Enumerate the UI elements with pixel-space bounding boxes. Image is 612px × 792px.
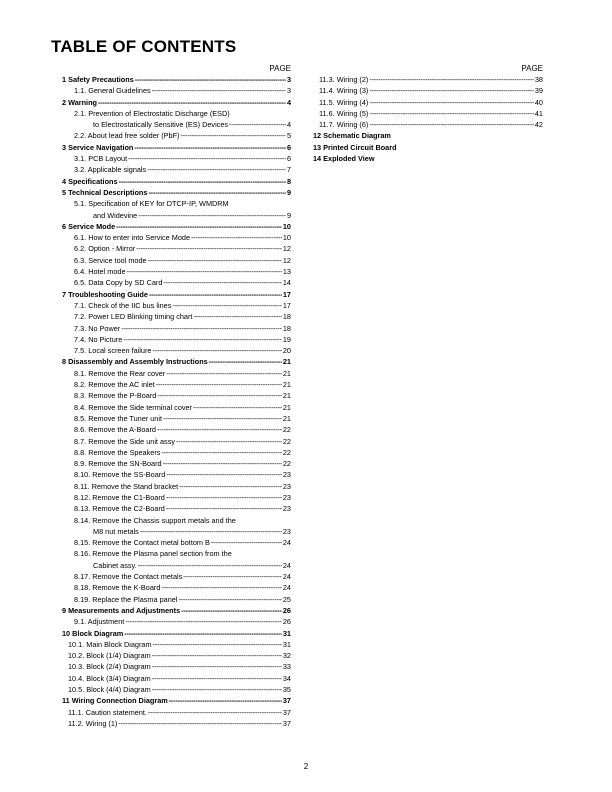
toc-leader-dots [191,232,282,243]
toc-entry[interactable] [60,243,291,254]
toc-leader-dots [135,74,286,85]
toc-entry[interactable] [60,300,291,311]
toc-entry-page: 21 [282,368,291,378]
toc-entry[interactable] [60,176,291,187]
toc-entry-label: 8.9. Remove the SN-Board [74,459,162,469]
toc-entry-label: 2.1. Prevention of Electrostatic Discharge (ESD) [74,108,230,118]
toc-entry-page: 31 [282,628,291,638]
toc-entry-page: 23 [282,526,291,536]
toc-leader-dots [152,85,286,96]
toc-leader-dots [116,221,282,232]
toc-entry-page: 23 [282,504,291,514]
toc-entry-label: M8 nut metals [93,526,139,536]
toc-entry-label: 9.1. Adjustment [74,617,125,627]
toc-entry[interactable] [60,526,291,537]
toc-list-right [311,74,543,164]
toc-entry-label: 3 Service Navigation [62,142,134,152]
page-column-header: PAGE [521,64,543,73]
toc-leader-dots [178,594,281,605]
toc-leader-dots [166,469,282,480]
toc-column-left [60,63,291,729]
toc-leader-dots [369,108,534,119]
toc-entry-page: 41 [534,108,543,118]
toc-entry[interactable] [311,119,543,130]
toc-leader-dots [147,164,286,175]
toc-entry-label: 11.5. Wiring (4) [319,97,369,107]
toc-entry-label: 1.1. General Guidelines [74,86,151,96]
toc-entry-label: 7 Troubleshooting Guide [62,289,148,299]
toc-leader-dots [125,616,282,627]
toc-entry[interactable] [60,153,291,164]
toc-entry[interactable] [60,548,291,559]
toc-entry-page: 7 [286,165,291,175]
toc-entry-page: 26 [282,617,291,627]
toc-entry-page: 31 [282,639,291,649]
toc-leader-dots [134,142,286,153]
toc-entry[interactable] [60,119,291,130]
toc-entry-page: 17 [282,300,291,310]
toc-entry[interactable] [60,650,291,661]
toc-entry-label: 10 Block Diagram [62,628,124,638]
toc-entry[interactable] [60,390,291,401]
toc-leader-dots [163,413,282,424]
toc-column-right [311,63,543,164]
toc-entry-page: 22 [282,459,291,469]
toc-leader-dots [176,436,282,447]
toc-leader-dots [181,605,282,616]
toc-entry-page: 33 [282,662,291,672]
toc-leader-dots [148,255,282,266]
toc-entry-page: 32 [282,651,291,661]
toc-entry[interactable] [60,334,291,345]
toc-entry[interactable] [60,97,291,108]
toc-entry[interactable] [60,379,291,390]
toc-entry-page: 3 [286,75,291,84]
toc-entry-label: 3.2. Applicable signals [74,165,147,175]
toc-leader-dots [98,97,286,108]
toc-entry-page: 37 [282,718,291,728]
toc-leader-dots [179,481,282,492]
toc-entry[interactable] [60,74,291,85]
toc-entry-label: 6 Service Mode [62,221,116,231]
toc-entry[interactable] [60,605,291,616]
toc-entry[interactable] [60,695,291,706]
toc-entry-label: 7.2. Power LED Blinking timing chart [74,312,193,322]
toc-entry-page: 34 [282,673,291,683]
toc-entry[interactable] [311,130,543,141]
toc-entry-label: 11.4. Wiring (3) [319,86,369,96]
toc-entry[interactable] [60,707,291,718]
toc-entry-label: 8 Disassembly and Assembly Instructions [62,357,208,367]
toc-leader-dots [157,424,282,435]
toc-leader-dots [118,718,282,729]
toc-leader-dots [161,447,281,458]
toc-entry-page: 37 [282,696,291,706]
toc-entry-page: 17 [282,289,291,299]
toc-leader-dots [209,356,282,367]
toc-entry-label: 9 Measurements and Adjustments [62,605,181,615]
page-title: TABLE OF CONTENTS [51,37,237,56]
toc-entry-label: 11.3. Wiring (2) [319,75,369,84]
toc-entry-page: 21 [282,357,291,367]
toc-entry[interactable] [311,153,543,164]
toc-entry-page: 38 [534,75,543,84]
toc-entry-label: 3.1. PCB Layout [74,154,128,164]
toc-entry-label: 6.1. How to enter into Service Mode [74,233,190,243]
toc-leader-dots [166,368,282,379]
toc-leader-dots [193,311,281,322]
toc-entry-label: 13 Printed Circuit Board [313,142,397,152]
toc-entry-label: 14 Exploded View [313,154,375,164]
toc-entry-label: 8.13. Remove the C2-Board [74,504,165,514]
toc-entry-label: 4 Specifications [62,176,118,186]
toc-entry[interactable] [60,594,291,605]
toc-leader-dots [193,402,282,413]
toc-leader-dots [180,130,285,141]
toc-leader-dots [163,277,281,288]
toc-entry[interactable] [60,684,291,695]
toc-leader-dots [148,187,286,198]
toc-entry[interactable] [60,210,291,221]
toc-leader-dots [123,334,282,345]
toc-leader-dots [152,673,282,684]
toc-entry[interactable] [60,436,291,447]
toc-entry-label: 2 Warning [62,97,97,107]
toc-entry[interactable] [60,628,291,639]
toc-leader-dots [127,266,282,277]
toc-entry-page: 5 [286,131,291,141]
toc-entry-page: 22 [282,447,291,457]
toc-entry[interactable] [60,130,291,141]
toc-entry-label: 11 Wiring Connection Diagram [62,696,168,706]
toc-entry[interactable] [60,164,291,175]
toc-entry-label: 8.7. Remove the Side unit assy [74,436,175,446]
toc-entry-label: Cabinet assy. [93,560,137,570]
toc-entry-page: 6 [286,154,291,164]
toc-entry-label: 8.5. Remove the Tuner unit [74,413,163,423]
toc-entry[interactable] [311,74,543,85]
toc-leader-dots [163,458,282,469]
toc-entry[interactable] [60,537,291,548]
toc-entry-label: 11.6. Wiring (5) [319,108,369,118]
toc-entry-label: 7.3. No Power [74,323,121,333]
toc-entry-page: 8 [286,176,291,186]
toc-entry-page: 22 [282,425,291,435]
toc-leader-dots [211,537,282,548]
toc-entry-page: 21 [282,413,291,423]
toc-entry-label: 10.2. Block (1/4) Diagram [68,651,151,661]
toc-entry[interactable] [60,232,291,243]
toc-entry-page: 37 [282,707,291,717]
toc-entry-label: 2.2. About lead free solder (PbF) [74,131,180,141]
toc-entry-page: 40 [534,97,543,107]
toc-leader-dots [369,97,534,108]
toc-entry-page: 21 [282,391,291,401]
toc-entry-page: 9 [286,210,291,220]
toc-entry[interactable] [60,447,291,458]
toc-leader-dots [152,684,282,695]
toc-entry-page: 3 [286,86,291,96]
toc-entry[interactable] [60,424,291,435]
toc-entry-page: 24 [282,583,291,593]
toc-leader-dots [136,243,282,254]
toc-entry[interactable] [60,458,291,469]
toc-entry-label: 10.4. Block (3/4) Diagram [68,673,151,683]
toc-entry[interactable] [60,142,291,153]
toc-entry[interactable] [60,221,291,232]
toc-leader-dots [119,176,286,187]
toc-leader-dots [152,661,282,672]
toc-entry-page: 21 [282,402,291,412]
toc-leader-dots [138,560,282,571]
toc-entry[interactable] [60,289,291,300]
toc-entry-label: 10.3. Block (2/4) Diagram [68,662,151,672]
toc-entry-page: 4 [286,97,291,107]
toc-entry[interactable] [60,266,291,277]
toc-entry-label: 8.15. Remove the Contact metal bottom B [74,538,210,548]
toc-entry-label: 5 Technical Descriptions [62,187,148,197]
toc-entry[interactable] [311,85,543,96]
toc-leader-dots [149,289,282,300]
toc-leader-dots [124,628,282,639]
toc-entry-label: 6.2. Option - Mirror [74,244,136,254]
toc-entry[interactable] [60,187,291,198]
toc-entry[interactable] [60,639,291,650]
toc-entry-page: 23 [282,481,291,491]
toc-entry-page: 12 [282,255,291,265]
toc-entry-label: 11.2. Wiring (1) [68,718,118,728]
toc-entry-page: 10 [282,221,291,231]
toc-leader-dots [152,650,282,661]
toc-entry[interactable] [60,402,291,413]
toc-leader-dots [148,707,282,718]
toc-entry-label: 7.1. Check of the IIC bus lines [74,300,172,310]
toc-leader-dots [153,639,282,650]
toc-entry-page: 25 [282,594,291,604]
toc-entry[interactable] [60,85,291,96]
toc-leader-dots [140,526,282,537]
toc-entry-page: 6 [286,142,291,152]
toc-entry-label: 8.3. Remove the P-Board [74,391,157,401]
toc-entry[interactable] [60,661,291,672]
toc-entry[interactable] [60,515,291,526]
toc-entry-label: 7.5. Local screen failure [74,346,152,356]
toc-entry[interactable] [60,492,291,503]
toc-entry-label: 1 Safety Precautions [62,75,134,84]
toc-leader-dots [138,210,286,221]
toc-entry[interactable] [60,481,291,492]
toc-entry-label: 8.4. Remove the Side terminal cover [74,402,193,412]
toc-entry-label: to Electrostatically Sensitive (ES) Devices [93,120,229,130]
page-column-header: PAGE [269,64,291,73]
toc-leader-dots [156,379,282,390]
toc-entry-page: 24 [282,560,291,570]
toc-entry[interactable] [60,198,291,209]
toc-entry-label: 8.17. Remove the Contact metals [74,572,183,582]
toc-leader-dots [128,153,286,164]
toc-entry[interactable] [60,571,291,582]
toc-entry[interactable] [60,560,291,571]
toc-entry[interactable] [60,718,291,729]
toc-entry-label: 8.12. Remove the C1-Board [74,492,165,502]
toc-entry-label: 8.1. Remove the Rear cover [74,368,166,378]
toc-entry-page: 35 [282,685,291,695]
toc-leader-dots [369,85,534,96]
toc-entry-label: 11.7. Wiring (6) [319,120,369,130]
toc-entry-page: 42 [534,120,543,130]
toc-entry-label: 8.2. Remove the AC inlet [74,380,155,390]
toc-entry-label: 8.19. Replace the Plasma panel [74,594,178,604]
toc-entry-label: 8.6. Remove the A-Board [74,425,156,435]
toc-entry[interactable] [60,673,291,684]
toc-entry-page: 23 [282,492,291,502]
toc-entry-page: 18 [282,312,291,322]
toc-list-left [60,74,291,729]
toc-entry-label: 6.3. Service tool mode [74,255,147,265]
toc-leader-dots [172,300,282,311]
toc-entry-page: 12 [282,244,291,254]
toc-entry-label: 6.4. Hotel mode [74,267,126,277]
toc-entry[interactable] [60,413,291,424]
toc-entry[interactable] [311,108,543,119]
toc-entry-label: 10.1. Main Block Diagram [68,639,152,649]
page-number: 2 [303,762,309,771]
toc-entry-label: 8.11. Remove the Stand bracket [74,481,179,491]
toc-leader-dots [183,571,282,582]
toc-entry-label: 8.18. Remove the K-Board [74,583,161,593]
toc-leader-dots [169,695,282,706]
toc-leader-dots [229,119,286,130]
toc-entry-page: 23 [282,470,291,480]
toc-leader-dots [369,119,534,130]
toc-entry[interactable] [311,97,543,108]
toc-entry[interactable] [60,311,291,322]
toc-entry-page: 21 [282,380,291,390]
toc-entry-label: 8.8. Remove the Speakers [74,447,161,457]
toc-entry[interactable] [60,345,291,356]
toc-entry-label: 7.4. No Picture [74,334,123,344]
toc-leader-dots [166,503,282,514]
toc-entry-label: 10.5. Block (4/4) Diagram [68,685,151,695]
toc-entry[interactable] [60,503,291,514]
toc-entry-page: 19 [282,334,291,344]
toc-entry-page: 26 [282,605,291,615]
toc-leader-dots [121,323,282,334]
toc-entry[interactable] [60,108,291,119]
toc-entry[interactable] [60,255,291,266]
toc-entry[interactable] [60,582,291,593]
toc-entry-page: 20 [282,346,291,356]
toc-leader-dots [369,74,534,85]
toc-entry-page: 9 [286,187,291,197]
toc-entry-page: 22 [282,436,291,446]
toc-entry[interactable] [60,356,291,367]
toc-entry[interactable] [60,277,291,288]
toc-entry-label: 6.5. Data Copy by SD Card [74,278,163,288]
toc-entry[interactable] [311,142,543,153]
toc-entry[interactable] [60,469,291,480]
toc-entry-label: 8.14. Remove the Chassis support metals and the [74,515,236,525]
toc-entry-page: 10 [282,233,291,243]
toc-entry[interactable] [60,616,291,627]
toc-entry-label: 5.1. Specification of KEY for DTCP-IP, WMDRM [74,199,229,209]
toc-leader-dots [166,492,282,503]
toc-entry-label: 8.10. Remove the SS-Board [74,470,166,480]
toc-entry-page: 39 [534,86,543,96]
toc-entry-label: and Widevine [93,210,138,220]
toc-entry[interactable] [60,368,291,379]
toc-entry-page: 24 [282,572,291,582]
toc-entry-label: 8.16. Remove the Plasma panel section from the [74,549,232,559]
toc-entry-page: 13 [282,267,291,277]
toc-leader-dots [161,582,281,593]
toc-entry-page: 24 [282,538,291,548]
toc-entry[interactable] [60,323,291,334]
toc-entry-page: 4 [286,120,291,130]
toc-leader-dots [152,345,281,356]
toc-entry-page: 18 [282,323,291,333]
toc-entry-page: 14 [282,278,291,288]
toc-leader-dots [157,390,282,401]
toc-entry-label: 11.1. Caution statement. [68,707,147,717]
toc-entry-label: 12 Schematic Diagram [313,131,391,141]
